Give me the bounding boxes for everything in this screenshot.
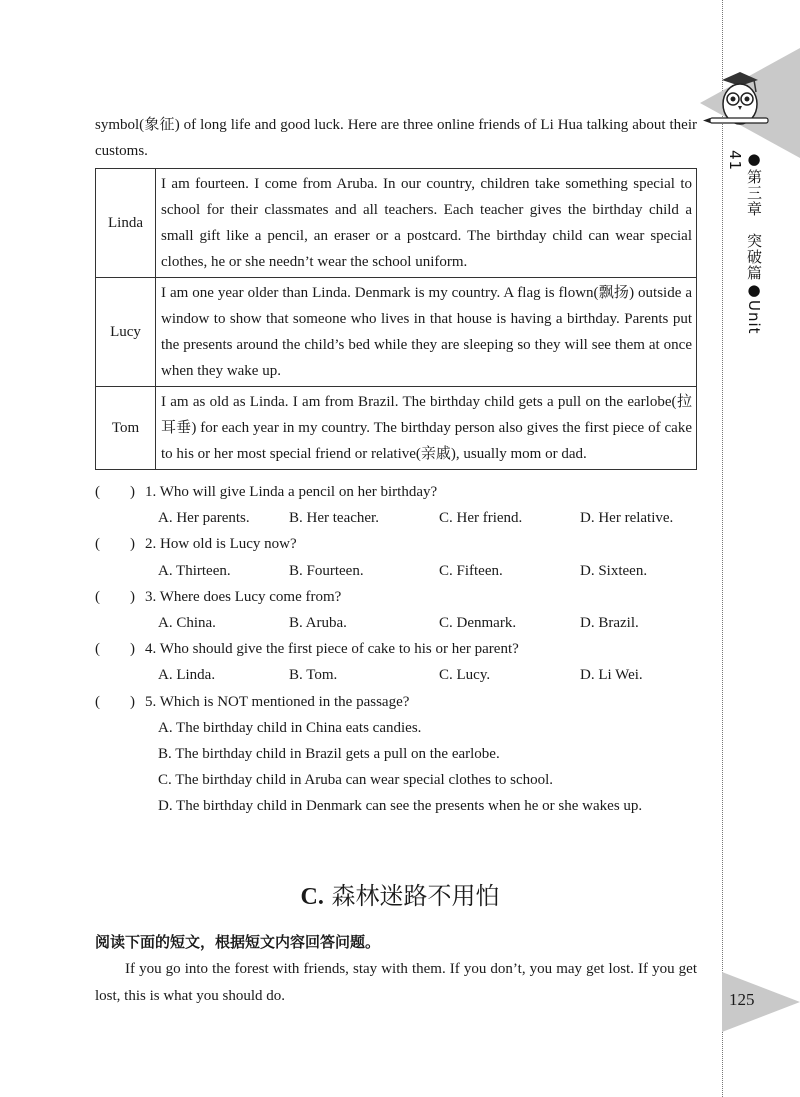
options-row	[95, 505, 697, 531]
instructions: 阅读下面的短文，根据短文内容回答问题。	[95, 933, 381, 951]
friend-name: Linda	[96, 169, 156, 278]
question-5	[95, 689, 697, 715]
question-text: 3. Where does Lucy come from?	[145, 588, 342, 605]
option: C. Fifteen.	[439, 562, 503, 579]
question-3	[95, 584, 697, 610]
chapter-side-label: ●第三章 突破篇●Unit 41	[726, 150, 763, 335]
option: A. Thirteen.	[158, 562, 231, 579]
question-text: 2. How old is Lucy now?	[145, 536, 297, 553]
passage-paragraph: If you go into the forest with friends, stay with them. If you don’t, you may get lost. If you get lost, this is what you should do.	[95, 961, 697, 1004]
option: A. China.	[158, 615, 216, 632]
page-number: 125	[729, 990, 755, 1009]
section-heading: 森林迷路不用怕	[331, 882, 500, 910]
option: C. Her friend.	[439, 510, 523, 527]
option: B. Aruba.	[289, 615, 347, 632]
option: D. Brazil.	[580, 615, 639, 632]
option: A. The birthday child in China eats candies.	[158, 719, 422, 736]
option: A. Linda.	[158, 667, 216, 684]
option: B. The birthday child in Brazil gets a pull on the earlobe.	[158, 746, 500, 763]
friends-table	[95, 168, 697, 470]
section-title	[0, 876, 800, 911]
answer-blank[interactable]: ( )	[95, 641, 135, 658]
friend-description: I am one year older than Linda. Denmark is my country. A flag is flown(飘扬) outside a window to show that someone who lives in that house is having a birthday. Parents put the presents around the child’s bed while they are sleeping so they will see them at once when they wake up.	[156, 278, 697, 387]
option: A. Her parents.	[158, 510, 250, 527]
friend-description: I am fourteen. I come from Aruba. In our country, children take something special to school for their classmates and all teachers. Each teacher gives the birthday child a small gift like a pencil, an eraser or a postcard. The birthday child can wear special clothes, he or she needn’t wear the school uniform.	[156, 169, 697, 278]
answer-blank[interactable]: ( )	[95, 588, 135, 605]
option: D. Sixteen.	[580, 562, 648, 579]
answer-blank[interactable]: ( )	[95, 693, 135, 710]
options-row	[95, 610, 697, 636]
option: B. Tom.	[289, 667, 338, 684]
option: C. The birthday child in Aruba can wear special clothes to school.	[158, 772, 554, 789]
question-4	[95, 636, 697, 662]
question-text: 4. Who should give the first piece of cake to his or her parent?	[145, 641, 519, 658]
table-row	[96, 278, 697, 387]
option: C. Denmark.	[439, 615, 517, 632]
table-row	[96, 169, 697, 278]
owl-mascot-icon	[700, 68, 770, 132]
option: C. Lucy.	[439, 667, 491, 684]
section-letter: C.	[300, 884, 324, 910]
question-2	[95, 531, 697, 557]
intro-paragraph: symbol(象征) of long life and good luck. Here are three online friends of Li Hua talking about their customs.	[95, 117, 697, 159]
option: B. Her teacher.	[289, 510, 379, 527]
friend-description: I am as old as Linda. I am from Brazil. The birthday child gets a pull on the earlobe(拉耳垂) for each year in my country. The birthday person also gives the first piece of cake to his or her most special friend or relative(亲戚), usually mom or dad.	[156, 387, 697, 470]
option: D. Li Wei.	[580, 667, 643, 684]
friend-name: Lucy	[96, 278, 156, 387]
options-row	[95, 662, 697, 688]
question-text: 5. Which is NOT mentioned in the passage?	[145, 693, 410, 710]
table-row	[96, 387, 697, 470]
friend-name: Tom	[96, 387, 156, 470]
question-1	[95, 479, 697, 505]
question-text: 1. Who will give Linda a pencil on her birthday?	[145, 484, 438, 500]
margin-dotted-line	[722, 0, 723, 1097]
options-row	[95, 558, 697, 584]
answer-blank[interactable]: ( )	[95, 536, 135, 553]
answer-blank[interactable]: ( )	[95, 484, 135, 500]
option: B. Fourteen.	[289, 562, 364, 579]
main-content	[95, 112, 697, 820]
option: D. The birthday child in Denmark can see the presents when he or she wakes up.	[158, 798, 643, 815]
option: D. Her relative.	[580, 510, 674, 527]
question-list	[95, 479, 697, 820]
